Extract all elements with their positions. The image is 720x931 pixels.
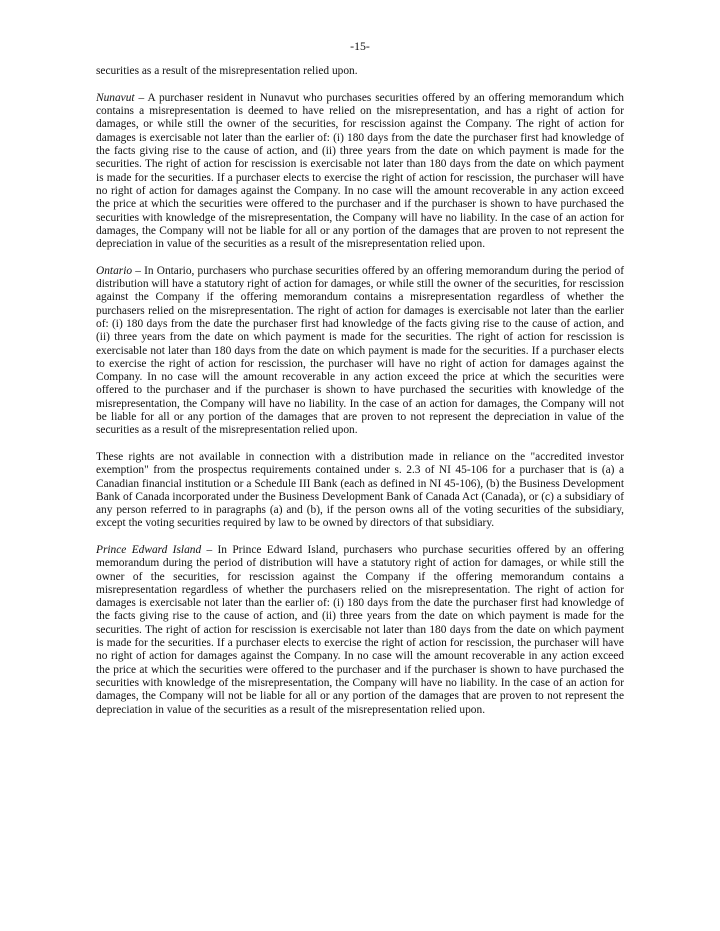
province-heading-ontario: Ontario — [96, 264, 133, 277]
paragraph-text: – A purchaser resident in Nunavut who purchases securities offered by an offering memorandum which contains a misrepresentation is deemed to have relied on the misrepresentation, and has a right of action for damages, or while still the owner of the securities, for rescission against the Company. The right of action for damages is exercisable not later than the earlier of: (i) 180 days from the date the purchaser first had knowledge of the facts giving rise to the cause of action, and (ii) three years from the date on which payment is made for the securities. The right of action for rescission is exercisable not later than 180 days from the date on which payment is made for the securities. If a purchaser elects to exercise the right of action for rescission, the purchaser will have no right of action for damages against the Company. In no case will the amount recoverable in any action exceed the price at which the securities were offered to the purchaser and if the purchaser is shown to have purchased the securities with knowledge of the misrepresentation, the Company will have no liability. In the case of an action for damages, the Company will not be liable for all or any portion of the damages that are proven to not represent the depreciation in value of the securities as a result of the misrepresentation relied upon. — [96, 91, 624, 251]
paragraph-ontario — [96, 265, 624, 438]
paragraph-text: These rights are not available in connection with a distribution made in reliance on the "accredited investor exemption" from the prospectus requirements contained under s. 2.3 of NI 45-106 for a purchaser that is (a) a Canadian financial institution or a Schedule III Bank (each as defined in NI 45-106), (b) the Business Development Bank of Canada incorporated under the Business Development Bank of Canada Act (Canada), or (c) a subsidiary of any person referred to in paragraphs (a) and (b), if the person owns all of the voting securities of the subsidiary, except the voting securities required by law to be owned by directors of that subsidiary. — [96, 450, 624, 530]
paragraph-text: – In Prince Edward Island, purchasers who purchase securities offered by an offering memorandum during the period of distribution will have a statutory right of action for damages, or while still the owner of the securities, for rescission against the Company if the offering memorandum contains a misrepresentation regardless of whether the purchasers relied on the misrepresentation. The right of action for damages is exercisable not later than the earlier of: (i) 180 days from the date the purchaser first had knowledge of the facts giving rise to the cause of action, and (ii) three years from the date on which payment is made for the securities. The right of action for rescission is exercisable not later than 180 days from the date on which payment is made for the securities. If a purchaser elects to exercise the right of action for rescission, the purchaser will have no right of action for damages against the Company. In no case will the amount recoverable in any action exceed the price at which the securities were offered to the purchaser and if the purchaser is shown to have purchased the securities with knowledge of the misrepresentation, the Company will have no liability. In the case of an action for damages, the Company will not be liable for all or any portion of the damages that are proven to not represent the depreciation in value of the securities as a result of the misrepresentation relied upon. — [96, 543, 624, 716]
paragraph-nunavut — [96, 92, 624, 252]
paragraph-text: securities as a result of the misrepresentation relied upon. — [96, 65, 358, 78]
document-page — [96, 40, 624, 730]
province-heading-nunavut: Nunavut — [96, 91, 135, 104]
paragraph-exemption — [96, 451, 624, 531]
paragraph-continuation — [96, 65, 624, 78]
paragraph-pei — [96, 544, 624, 717]
province-heading-pei: Prince Edward Island — [96, 543, 202, 556]
paragraph-text: – In Ontario, purchasers who purchase securities offered by an offering memorandum during the period of distribution will have a statutory right of action for damages, or while still the owner of the securities, for rescission against the Company if the offering memorandum contains a misrepresentation regardless of whether the purchasers relied on the misrepresentation. The right of action for damages is exercisable not later than the earlier of: (i) 180 days from the date the purchaser first had knowledge of the facts giving rise to the cause of action, and (ii) three years from the date on which payment is made for the securities. The right of action for rescission is exercisable not later than 180 days from the date on which payment is made for the securities. If a purchaser elects to exercise the right of action for rescission, the purchaser will have no right of action for damages against the Company. In no case will the amount recoverable in any action exceed the price at which the securities were offered to the purchaser and if the purchaser is shown to have purchased the securities with knowledge of the misrepresentation, the Company will have no liability. In the case of an action for damages, the Company will not be liable for all or any portion of the damages that are proven to not represent the depreciation in value of the securities as a result of the misrepresentation relied upon. — [96, 264, 624, 437]
page-number: -15- — [350, 39, 370, 53]
